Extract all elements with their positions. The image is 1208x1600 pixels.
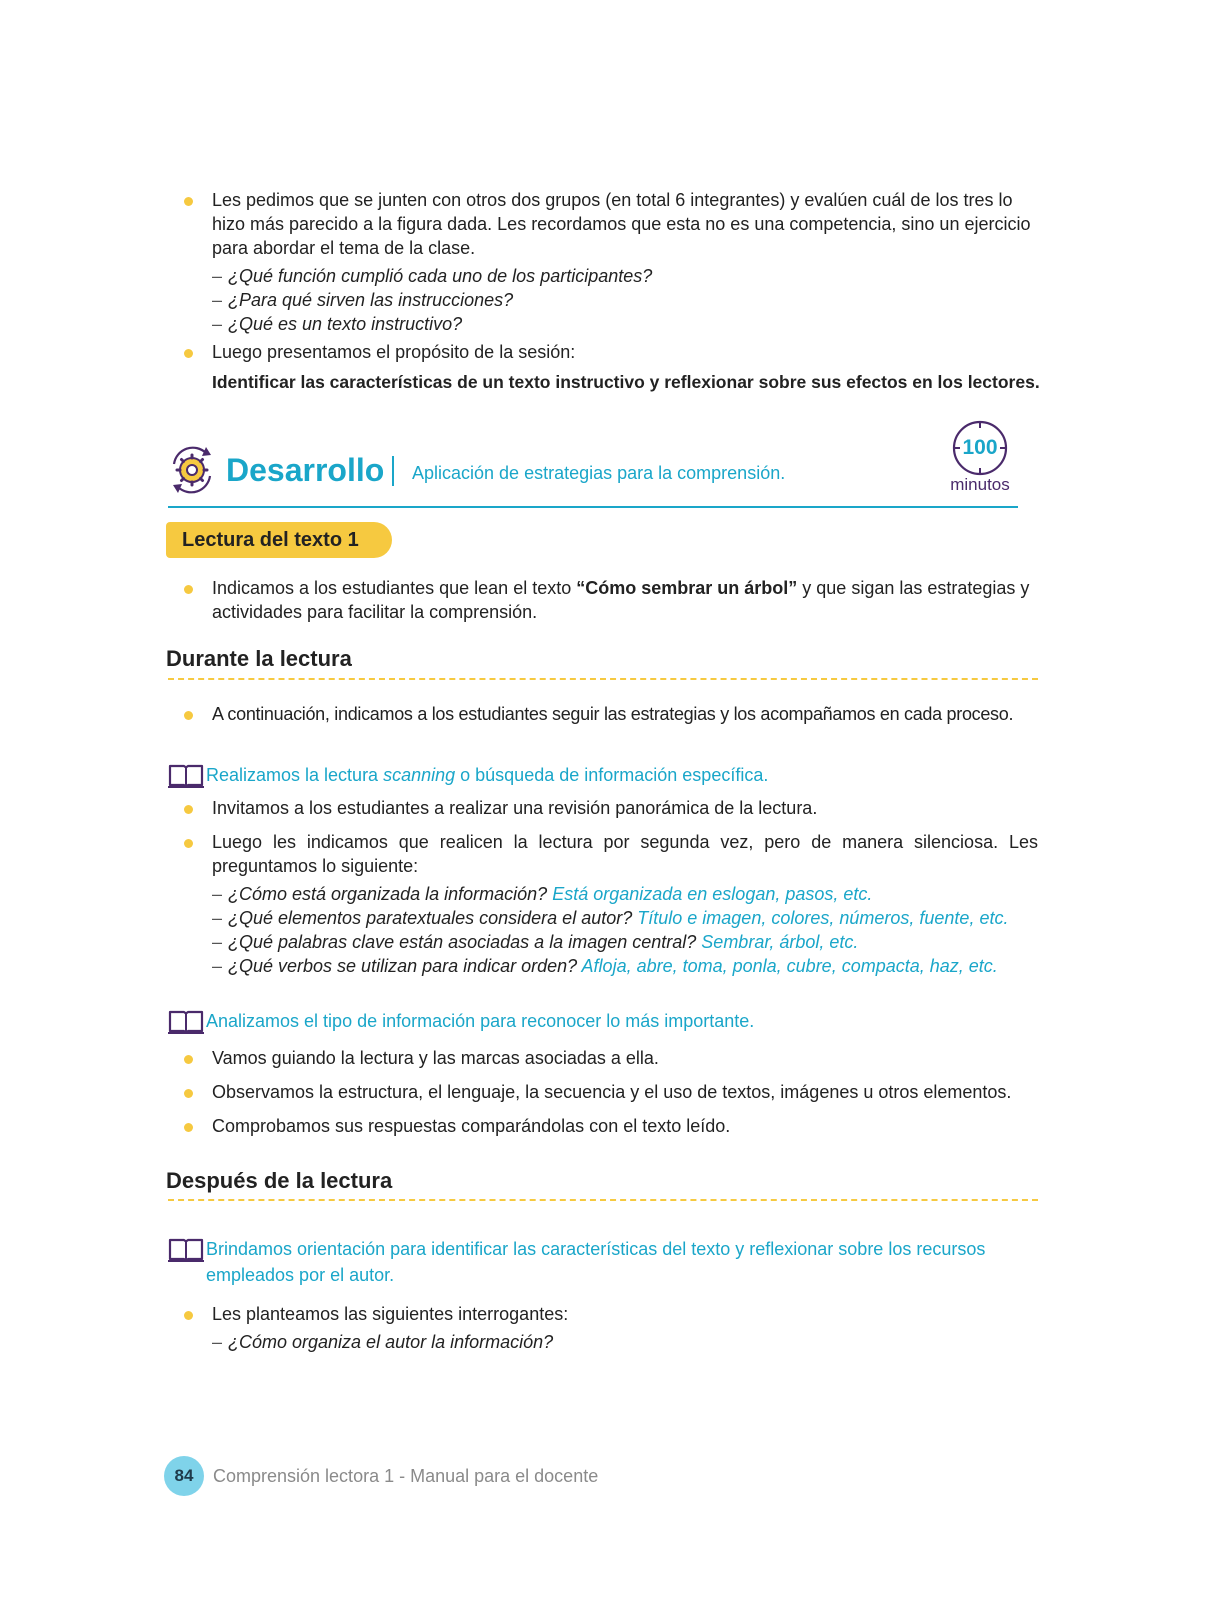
reading-list [168,576,1038,624]
strategy-scanning [168,762,1038,788]
bullet-dot [184,839,193,848]
question-text: ¿Cómo está organizada la información? [228,884,548,904]
list-item [168,1302,1038,1326]
timer-unit: minutos [950,475,1010,494]
bullet-dot [184,1089,193,1098]
list-item [168,1114,1038,1138]
bullet-text: A continuación, indicamos a los estudiantes seguir las estrategias y los acompañamos en cada proceso. [212,704,1014,724]
question-item: – ¿Qué es un texto instructivo? [212,314,463,334]
list-item [168,830,1038,878]
list-item [168,188,1038,260]
strategy-orientation [168,1236,1038,1288]
section-title-desarrollo: Desarrollo [226,452,385,488]
bullet-text: Invitamos a los estudiantes a realizar una revisión panorámica de la lectura. [212,798,818,818]
bullet-dot [184,349,193,358]
answer-text: Está organizada en eslogan, pasos, etc. [552,884,873,904]
gear-cycle-icon [166,444,218,496]
bullet-dot [184,585,193,594]
bullet-dot [184,197,193,206]
question-text: ¿Cómo organiza el autor la información? [228,1332,554,1352]
book-icon [168,1009,204,1042]
book-icon [168,1237,204,1270]
reading-tag [166,522,392,558]
intro-questions [168,264,1038,336]
intro-list-2 [168,340,1038,364]
question-text: ¿Qué palabras clave están asociadas a la imagen central? [228,932,697,952]
strategy-term: scanning [383,765,456,785]
question-text: ¿Qué elementos paratextuales considera el autor? [228,908,633,928]
qa-item: – ¿Qué verbos se utilizan para indicar orden? Afloja, abre, toma, ponla, cubre, compacta, haz, etc. [212,956,998,976]
bullet-text: Vamos guiando la lectura y las marcas asociadas a ella. [212,1048,659,1068]
header-rule [168,506,1018,508]
bullet-text: Comprobamos sus respuestas comparándolas con el texto leído. [212,1116,731,1136]
bullet-dot [184,1311,193,1320]
intro-bullet-1: Les pedimos que se junten con otros dos grupos (en total 6 integrantes) y evalúen cuál de los tres lo hizo más parecido a la figura dada. Les recordamos que esta no es una competencia, sino un ejercicio para abordar el tema de la clase. [212,190,1031,258]
bullet-dot [184,1055,193,1064]
page-number: 84 [174,1466,194,1485]
question-text: ¿Qué es un texto instructivo? [228,314,463,334]
text-title: “Cómo sembrar un árbol” [576,578,798,598]
bullet-text: Observamos la estructura, el lenguaje, la secuencia y el uso de textos, imágenes u otros elementos. [212,1082,1012,1102]
bullet-dot [184,805,193,814]
bullet-dot [184,711,193,720]
list-item [168,796,1038,820]
list-item [168,702,1038,726]
timer-value: 100 [962,436,998,459]
footer-text: Comprensión lectora 1 - Manual para el docente [213,1466,599,1486]
strategy-text: Realizamos la lectura [206,765,384,785]
list-item [168,1046,1038,1070]
list-item [168,1080,1038,1104]
qa-item: – ¿Qué elementos paratextuales considera el autor? Título e imagen, colores, números, fuente, etc. [212,908,1009,928]
reading-bullet-text: y que sigan las estrategias y actividades para facilitar la comprensión. [212,578,1030,622]
durante-list-2 [168,796,1038,878]
despues-list [168,1302,1038,1326]
question-text: ¿Para qué sirven las instrucciones? [228,290,514,310]
section-despues-title: Después de la lectura [166,1168,393,1193]
question-item: – ¿Qué función cumplió cada uno de los participantes? [212,266,653,286]
intro-bullet-2: Luego presentamos el propósito de la sesión: [212,342,576,362]
reading-bullet-text: Indicamos a los estudiantes que lean el texto [212,578,577,598]
bullet-text: Luego les indicamos que realicen la lectura por segunda vez, pero de manera silenciosa. Les preguntamos lo siguiente: [212,832,1038,876]
list-item [168,340,1038,364]
title-divider [392,456,394,486]
question-item: – ¿Cómo organiza el autor la información? [212,1332,554,1352]
session-purpose: Identificar las características de un texto instructivo y reflexionar sobre sus efectos en los lectores. [212,372,1040,392]
durante-list [168,702,1038,726]
section-durante-title: Durante la lectura [166,646,352,671]
list-item [168,576,1038,624]
qa-item: – ¿Qué palabras clave están asociadas a la imagen central? Sembrar, árbol, etc. [212,932,859,952]
answer-text: Título e imagen, colores, números, fuente, etc. [637,908,1009,928]
despues-questions [168,1330,1038,1354]
strategy-text: o búsqueda de información específica. [455,765,769,785]
question-text: ¿Qué verbos se utilizan para indicar orden? [228,956,578,976]
section-subtitle: Aplicación de estrategias para la comprensión. [412,463,786,483]
strategy-text: Brindamos orientación para identificar las características del texto y reflexionar sobre los recursos empleados por el autor. [206,1239,986,1285]
reading-tag-label: Lectura del texto 1 [182,529,359,551]
bullet-text: Les planteamos las siguientes interrogantes: [212,1304,569,1324]
page-number-badge [164,1456,204,1496]
answer-text: Afloja, abre, toma, ponla, cubre, compacta, haz, etc. [581,956,998,976]
intro-list [168,188,1038,260]
dashed-divider [168,678,1038,680]
question-item: – ¿Para qué sirven las instrucciones? [212,290,514,310]
strategy-analysis [168,1008,1038,1034]
bullet-dot [184,1123,193,1132]
strategy-text: Analizamos el tipo de información para reconocer lo más importante. [206,1011,755,1031]
dashed-divider [168,1199,1038,1201]
durante-list-3 [168,1046,1038,1138]
question-text: ¿Qué función cumplió cada uno de los participantes? [228,266,653,286]
answer-text: Sembrar, árbol, etc. [701,932,859,952]
book-icon [168,763,204,796]
durante-questions [168,882,1038,978]
qa-item: – ¿Cómo está organizada la información? Está organizada en eslogan, pasos, etc. [212,884,873,904]
